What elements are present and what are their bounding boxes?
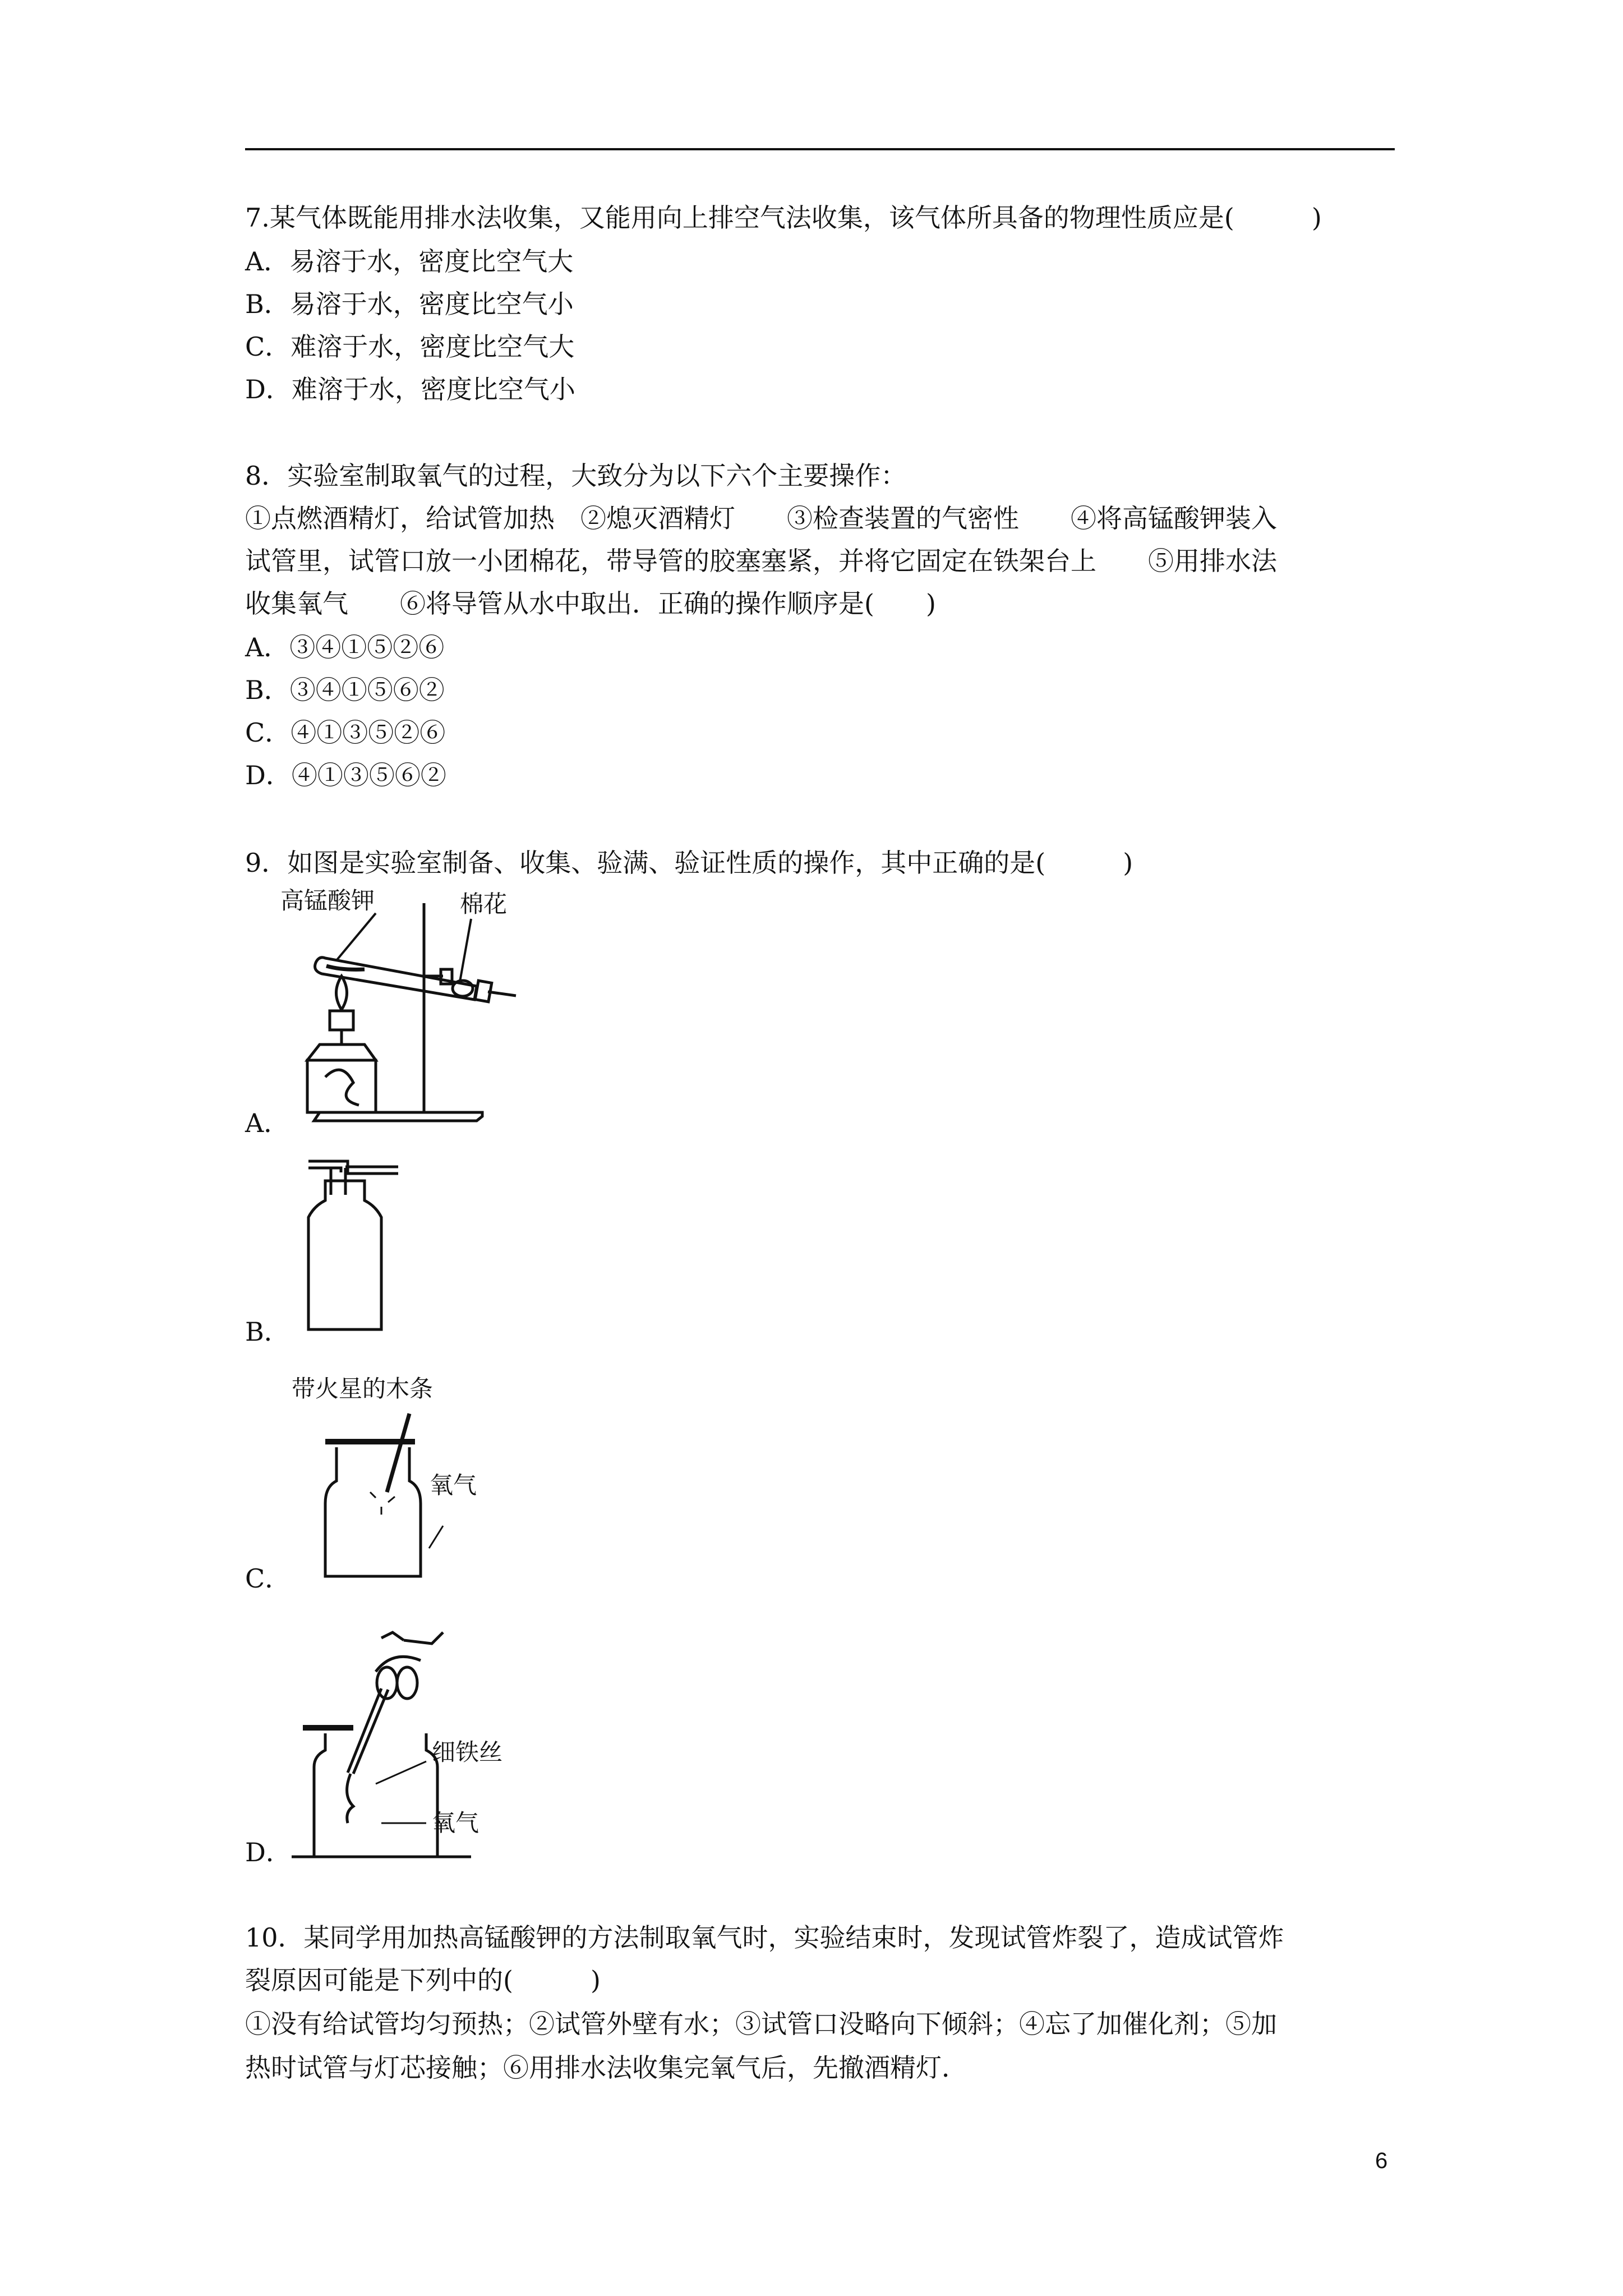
label-oxygen-d: 氧气 — [432, 1809, 479, 1837]
q9-option-c-label: C． — [245, 1563, 291, 1594]
q7-option-b: B．易溶于水，密度比空气小 — [245, 289, 574, 319]
q10-line-1: 10．某同学用加热高锰酸钾的方法制取氧气时，实验结束时，发现试管炸裂了，造成试管炸 — [245, 1922, 1284, 1953]
header-rule — [245, 148, 1395, 150]
q8-option-c: C．④①③⑤②⑥ — [245, 717, 446, 748]
q9-option-a-label: A． — [245, 1108, 290, 1138]
q7-option-d: D．难溶于水，密度比空气小 — [245, 374, 575, 404]
q9-figure-d — [292, 1627, 527, 1868]
q8-line-2: 试管里，试管口放一小团棉花，带导管的胶塞塞紧，并将它固定在铁架台上 ⑤用排水法 — [245, 546, 1277, 576]
q8-option-a: A．③④①⑤②⑥ — [245, 632, 445, 662]
q9-option-d-label: D． — [245, 1837, 292, 1867]
q9-figure-b — [292, 1156, 437, 1341]
page-number: 6 — [1375, 2148, 1388, 2173]
label-oxygen-c: 氧气 — [430, 1471, 477, 1499]
q9-figure-a — [280, 887, 527, 1133]
q8-option-b: B．③④①⑤⑥② — [245, 675, 445, 705]
label-potassium-permanganate: 高锰酸钾 — [280, 887, 375, 914]
q8-option-d: D．④①③⑤⑥② — [245, 760, 446, 790]
q7-option-c: C．难溶于水，密度比空气大 — [245, 332, 575, 362]
q10-line-3: ①没有给试管均匀预热；②试管外壁有水；③试管口没略向下倾斜；④忘了加催化剂；⑤加 — [245, 2009, 1277, 2039]
q8-line-3: 收集氧气 ⑥将导管从水中取出．正确的操作顺序是( ) — [245, 588, 936, 619]
q9-figure-c — [292, 1374, 527, 1588]
q10-line-4: 热时试管与灯芯接触；⑥用排水法收集完氧气后，先撤酒精灯． — [245, 2053, 967, 2083]
label-glowing-splint: 带火星的木条 — [292, 1375, 434, 1402]
q9-option-b-label: B． — [245, 1317, 290, 1347]
q7-stem: 7.某气体既能用排水法收集，又能用向上排空气法收集，该气体所具备的物理性质应是( ) — [245, 203, 1322, 233]
q8-stem: 8．实验室制取氧气的过程，大致分为以下六个主要操作： — [245, 461, 907, 491]
label-cotton: 棉花 — [460, 890, 508, 918]
q9-stem: 9．如图是实验室制备、收集、验满、验证性质的操作，其中正确的是( ) — [245, 848, 1133, 878]
q10-line-2: 裂原因可能是下列中的( ) — [245, 1965, 601, 1995]
q8-line-1: ①点燃酒精灯，给试管加热 ②熄灭酒精灯 ③检查装置的气密性 ④将高锰酸钾装入 — [245, 503, 1277, 533]
label-iron-wire: 细铁丝 — [432, 1738, 503, 1766]
q7-option-a: A．易溶于水，密度比空气大 — [245, 246, 574, 277]
